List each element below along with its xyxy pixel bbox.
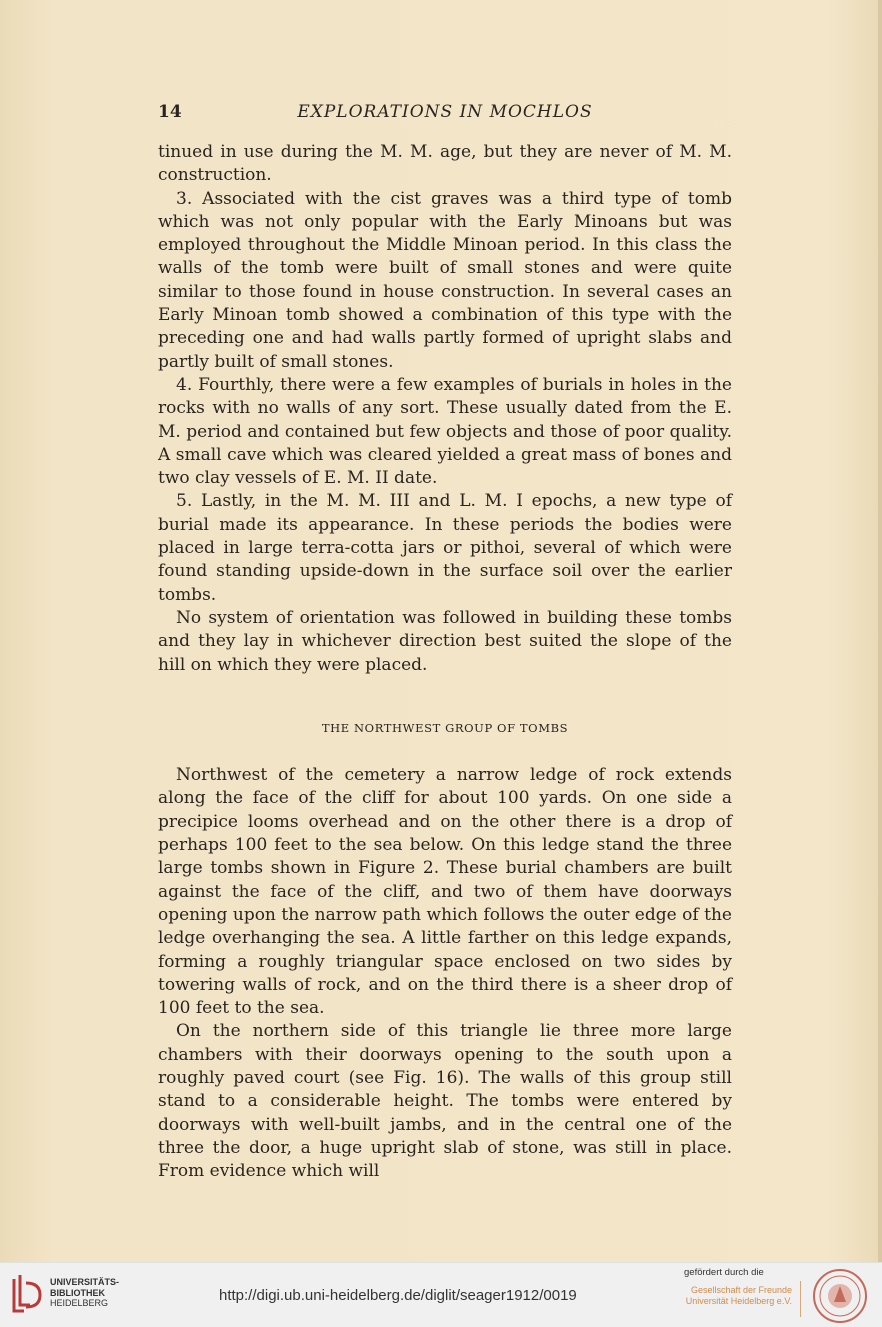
paragraph: No system of orientation was followed in building these tombs and they lay in whichever direction best suited the slope of the hill on which they were placed. <box>158 607 732 675</box>
paragraph: 3. Associated with the cist graves was a third type of tomb which was not only popular with the Early Minoans but was employed throughout the Middle Minoan period. In this class the walls of the tomb were built of small stones and were quite similar to those found in house construction. In several cases an Early Minoan tomb showed a combination of this type with the preceding one and had walls partly formed of upright slabs and partly built of small stones. <box>158 188 732 372</box>
divider <box>800 1281 801 1317</box>
library-name-line: UNIVERSITÄTS- <box>50 1277 120 1287</box>
paragraph: On the northern side of this triangle lie three more large chambers with their doorways opening to the south upon a roughly paved court (see Fig. 16). The walls of this group still stand to a considerable height. The tombs were entered by doorways with well-built jambs, and in the central one of the three the door, a huge upright slab of stone, was still in place. From evidence which will <box>158 1021 732 1182</box>
sponsor-name <box>680 1285 792 1307</box>
library-logo-icon <box>10 1273 46 1317</box>
running-title: EXPLORATIONS IN MOCHLOS <box>297 102 593 122</box>
paragraph: Northwest of the cemetery a narrow ledge of rock extends along the face of the cliff for about 100 yards. On one side a precipice looms overhead and on the other there is a drop of perhaps 100 feet to the sea below. On this ledge stand the three large tombs shown in Figure 2. These burial chambers are built against the face of the cliff, and two of them have doorways opening upon the narrow path which follows the outer edge of the ledge overhanging the sea. A little farther on this ledge expands, forming a roughly triangular space enclosed on two sides by towering walls of rock, and on the third there is a sheer drop of 100 feet to the sea. <box>158 765 732 1019</box>
paragraph: tinued in use during the M. M. age, but they are never of M. M. construction. <box>158 142 732 186</box>
university-seal-icon <box>812 1268 868 1324</box>
sponsor-name-line: Gesellschaft der Freunde <box>690 1285 792 1295</box>
library-name-line: HEIDELBERG <box>50 1298 109 1308</box>
running-head <box>158 102 732 130</box>
section-heading: THE NORTHWEST GROUP OF TOMBS <box>321 720 569 735</box>
sponsor-name-line: Universität Heidelberg e.V. <box>685 1296 792 1306</box>
digitization-footer <box>0 1262 882 1327</box>
page-number: 14 <box>158 102 182 122</box>
sponsor-label: gefördert durch die <box>684 1267 764 1278</box>
paragraph: 4. Fourthly, there were a few examples of burials in holes in the rocks with no walls of any sort. These usually dated from the E. M. period and contained but few objects and those of poor quality. A small cave which was cleared yielded a great mass of bones and two clay vessels of E. M. II date. <box>158 374 732 489</box>
page-edge <box>878 0 882 1262</box>
paragraph: 5. Lastly, in the M. M. III and L. M. I epochs, a new type of burial made its appearance. In these periods the bodies were placed in large terra-cotta jars or pithoi, several of which were found standing upside-down in the surface soil over the earlier tombs. <box>158 491 732 605</box>
body-text <box>158 141 732 1183</box>
library-name <box>50 1277 119 1309</box>
library-name-line: BIBLIOTHEK <box>50 1287 105 1298</box>
source-url-link[interactable]: http://digi.ub.uni-heidelberg.de/diglit/seager1912/0019 <box>219 1287 577 1304</box>
